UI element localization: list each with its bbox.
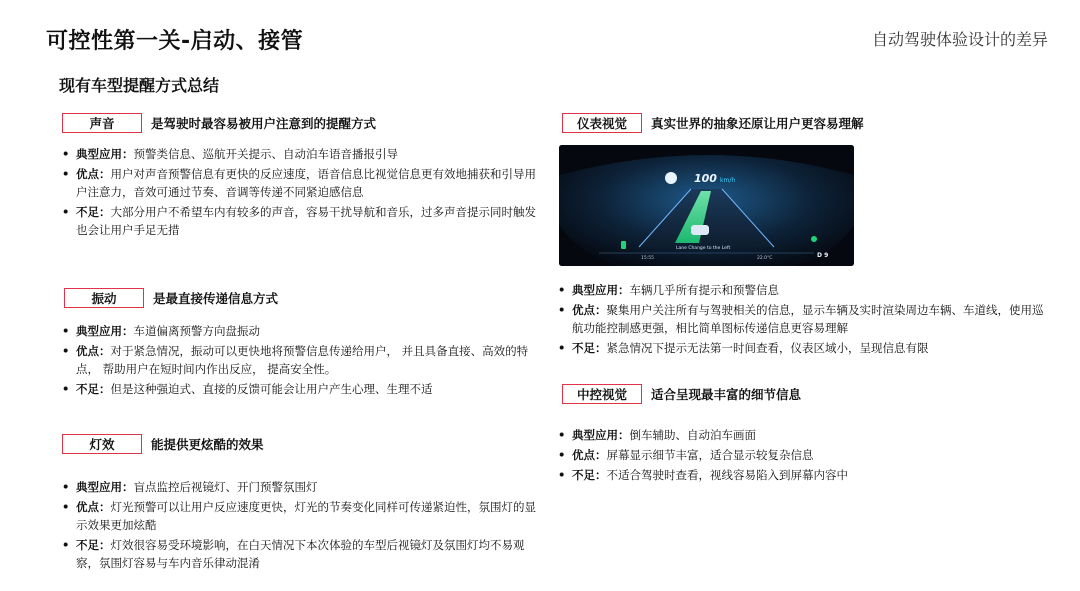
lighting-list [62,478,542,574]
list-item: • 典型应用：盲点监控后视镜灯、开门预警氛围灯 [62,478,542,496]
right-status-icon [811,236,817,242]
cluster-tag: 仪表视觉 [562,113,642,133]
center-console-section-header [562,384,801,404]
section-subtitle: 现有车型提醒方式总结 [59,76,220,95]
list-item: • 不足：但是这种强迫式、直接的反馈可能会让用户产生心理、生理不适 [62,380,542,398]
list-item: • 典型应用：预警类信息、巡航开关提示、自动泊车语音播报引导 [62,145,542,163]
vibration-tag: 振动 [64,288,144,308]
lane-change-text: Lane Change to the Left [676,246,731,251]
center-console-desc: 适合呈现最丰富的细节信息 [651,387,802,402]
list-item: • 不足：灯效很容易受环境影响，在白天情况下本次体验的车型后视镜灯及氛围灯均不易观察，氛围灯容易与车内音乐律动混淆 [62,536,542,572]
range-text: D 9 [817,252,829,259]
speed-value: 100 [694,172,717,185]
center-console-tag: 中控视觉 [562,384,642,404]
sound-section-header [62,113,376,133]
vibration-desc: 是最直接传递信息方式 [153,291,279,306]
speed-unit: km/h [720,177,736,184]
list-item: • 优点：对于紧急情况，振动可以更快地将预警信息传递给用户， 并且具备直接、高效的特点， 帮助用户在短时间内作出反应， 提高安全性。 [62,342,542,378]
list-item: • 优点：屏幕显示细节丰富，适合显示较复杂信息 [558,446,1048,464]
list-item: • 典型应用：倒车辅助、自动泊车画面 [558,426,1048,444]
list-item: • 典型应用：车道偏离预警方向盘振动 [62,322,542,340]
deck-topic: 自动驾驶体验设计的差异 [871,30,1048,49]
page-title: 可控性第一关-启动、接管 [46,29,304,54]
list-item: • 典型应用：车辆几乎所有提示和预警信息 [558,281,1048,299]
list-item: • 优点：聚集用户关注所有与驾驶相关的信息，显示车辆及实时渲染周边车辆、车道线，使用巡航功能控制感更强，相比简单图标传递信息更容易理解 [558,301,1048,337]
cluster-section-header [562,113,864,133]
list-item: • 不足：不适合驾驶时查看，视线容易陷入到屏幕内容中 [558,466,1048,484]
instrument-cluster-image [559,145,854,266]
clock-text: 15:55 [641,256,654,261]
vibration-section-header [64,288,278,308]
sound-tag: 声音 [62,113,142,133]
list-item: • 优点：用户对声音预警信息有更快的反应速度，语音信息比视觉信息更有效地捕获和引导用户注意力，音效可通过节奏、音调等传递不同紧迫感信息 [62,165,542,201]
cluster-desc: 真实世界的抽象还原让用户更容易理解 [651,116,864,131]
temperature-text: 22.0°C [757,256,773,261]
list-item: • 优点：灯光预警可以让用户反应速度更快，灯光的节奏变化同样可传递紧迫性，氛围灯的显示效果更加炫酷 [62,498,542,534]
list-item: • 不足：紧急情况下提示无法第一时间查看，仪表区域小，呈现信息有限 [558,339,1048,357]
left-status-icon [621,241,626,249]
sound-desc: 是驾驶时最容易被用户注意到的提醒方式 [151,116,377,131]
cluster-list [558,281,1048,359]
list-item: • 不足：大部分用户不希望车内有较多的声音，容易干扰导航和音乐，过多声音提示同时触发也会让用户手足无措 [62,203,542,239]
lighting-tag: 灯效 [62,434,142,454]
sound-list [62,145,542,241]
vibration-list [62,322,542,400]
center-console-list [558,426,1048,486]
lighting-section-header [62,434,264,454]
lighting-desc: 能提供更炫酷的效果 [151,437,264,452]
